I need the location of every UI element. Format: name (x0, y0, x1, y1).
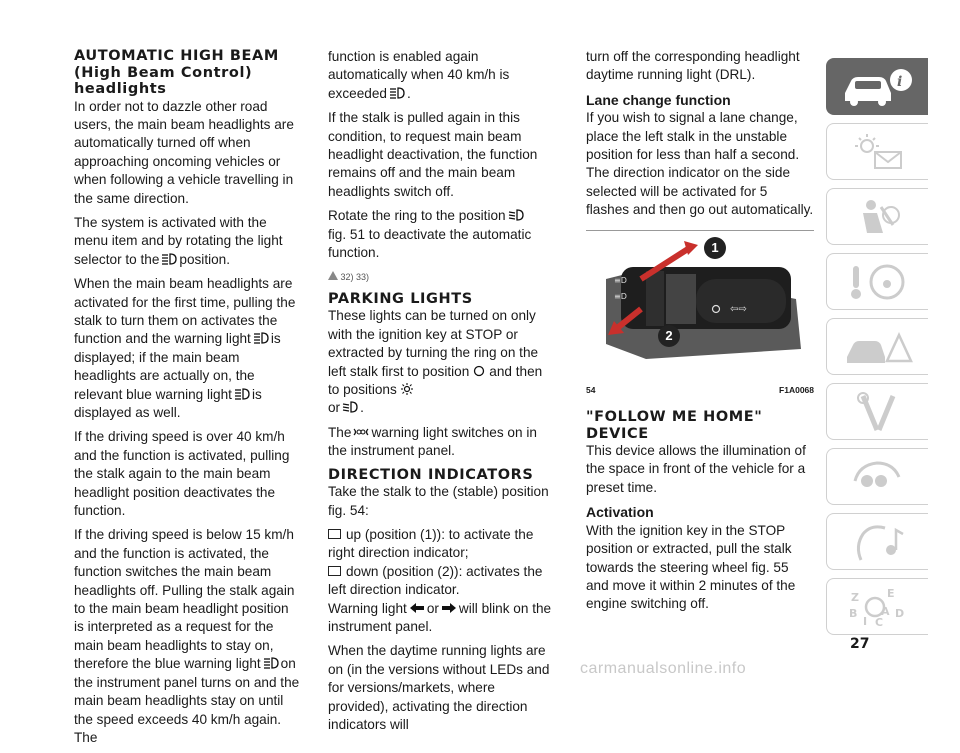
warning-note: 32) 33) (328, 268, 556, 286)
side-lights-warning-icon (353, 426, 369, 438)
paragraph: Warning light or will blink on the instrument panel. (328, 600, 552, 634)
column-3 (586, 48, 814, 620)
bullet-box-icon (328, 566, 341, 576)
technical-data-icon (841, 457, 915, 498)
paragraph: When the main beam headlights are activated for the first time, pulling the stalk to turn them on activates the function and the warning light is displayed; if the main beam headlights are actually on, the relevant blue warning light is displayed as well. (74, 276, 296, 420)
section-title-auto-high-beam: AUTOMATIC HIGH BEAM (High Beam Control) headlights (74, 48, 279, 97)
emergency-icon (841, 327, 915, 368)
subsection-title-lane-change: Lane change function (586, 91, 731, 108)
dipped-beam-icon (342, 401, 358, 413)
auto-lights-icon (508, 209, 524, 221)
svg-text:⇦⇨: ⇦⇨ (730, 303, 747, 315)
starting-driving-icon (841, 262, 915, 303)
auto-high-beam-icon (161, 253, 177, 265)
watermark: carmanualsonline.info (580, 660, 747, 677)
paragraph: When the daytime running lights are on (in the versions without LEDs and for versions/markets, where provided), activating the direction indicators will (328, 643, 550, 732)
safety-airbag-icon (841, 197, 915, 238)
svg-text:≡D: ≡D (614, 275, 627, 285)
off-position-icon (471, 365, 487, 377)
tab-warning-lights[interactable] (826, 123, 928, 180)
warning-lights-icon (841, 132, 915, 173)
svg-text:i: i (897, 74, 903, 90)
paragraph: turn off the corresponding headlight daytime running light (DRL). (586, 49, 800, 83)
paragraph: These lights can be turned on only with the ignition key at STOP or extracted by turning the ring on the left stalk first to position and then to positions or . (328, 308, 543, 416)
chapter-tabs (826, 58, 930, 643)
callout-2: 2 (658, 325, 680, 347)
tab-index[interactable] (826, 578, 928, 635)
parking-lights-icon (399, 383, 415, 395)
main-beam-icon (263, 657, 279, 669)
tab-starting-driving[interactable] (826, 253, 928, 310)
figure-caption (586, 381, 814, 399)
column-2 (328, 48, 556, 740)
stalk-illustration (586, 239, 814, 379)
svg-text:≡D: ≡D (614, 291, 627, 301)
auto-high-beam-icon (389, 87, 405, 99)
right-arrow-icon (441, 602, 457, 614)
tab-safety[interactable] (826, 188, 928, 245)
paragraph: With the ignition key in the STOP position or extracted, pull the stalk towards the steering wheel fig. 55 and move it within 2 minutes of the engine switching off. (586, 522, 796, 612)
paragraph: If the driving speed is below 15 km/h and the function is activated, the function switches the main beam headlights off. Pulling the stalk again to the main beam headlight position is interpreted as a request for the main beam headlights to stay on, therefore the blue warning light on the instrument panel turns on and the main beam headlights stay on until the speed exceeds 40 km/h again. The (74, 527, 300, 745)
paragraph: If the driving speed is over 40 km/h and the function is activated, pulling the stalk again to the main beam headlight position deactivates the function. (74, 429, 290, 519)
paragraph: Take the stalk to the (stable) position fig. 54: (328, 484, 549, 518)
tab-car-info[interactable] (826, 58, 928, 115)
page-number: 27 (850, 636, 870, 652)
subsection-title-activation: Activation (586, 504, 654, 521)
paragraph: If you wish to signal a lane change, place the left stalk in the unstable position for less than half a second. The direction indicator on the side selected will be activated for 5 flashes and then go out automatically. (586, 110, 814, 218)
multimedia-icon (841, 522, 915, 563)
list-item: up (position (1)): to activate the right direction indicator; (328, 526, 534, 561)
paragraph: Rotate the ring to the position fig. 51 to deactivate the automatic function. (328, 208, 532, 261)
svg-text:Z: Z (851, 591, 859, 604)
paragraph: function is enabled again automatically when 40 km/h is exceeded . (328, 49, 510, 101)
section-title-follow-me-home: "FOLLOW ME HOME" DEVICE (586, 409, 763, 442)
tab-multimedia[interactable] (826, 513, 928, 570)
paragraph: If the stalk is pulled again in this condition, to request main beam headlight deactivation, the function remains off and the main beam headlights switch off. (328, 110, 538, 199)
figure-54-stalk (586, 239, 814, 379)
tab-maintenance[interactable] (826, 383, 928, 440)
left-arrow-icon (409, 602, 425, 614)
section-title-parking-lights: PARKING LIGHTS (328, 290, 473, 307)
warning-triangle-icon (328, 268, 338, 277)
paragraph: This device allows the illumination of the space in front of the vehicle for a preset time. (586, 443, 806, 495)
car-info-icon (841, 67, 915, 108)
svg-text:A: A (881, 605, 890, 618)
paragraph: The system is activated with the menu item and by rotating the light selector to the position. (74, 214, 283, 267)
svg-text:B: B (849, 607, 858, 620)
figure-number: 54 (586, 384, 596, 395)
svg-text:D: D (895, 607, 905, 620)
svg-text:I: I (863, 615, 868, 628)
list-item: down (position (2)): activates the left direction indicator. (328, 563, 543, 598)
section-title-direction-indicators: DIRECTION INDICATORS (328, 466, 534, 483)
column-1 (74, 48, 302, 753)
paragraph: The warning light switches on in the instrument panel. (328, 424, 537, 459)
main-beam-icon (234, 388, 250, 400)
svg-text:E: E (887, 587, 895, 600)
callout-1: 1 (704, 237, 726, 259)
tab-emergency[interactable] (826, 318, 928, 375)
svg-text:C: C (875, 616, 884, 628)
figure-code: F1A0068 (779, 384, 814, 395)
tab-technical-data[interactable] (826, 448, 928, 505)
divider (586, 230, 814, 231)
auto-high-beam-icon (253, 332, 269, 344)
bullet-box-icon (328, 529, 341, 539)
index-icon (841, 587, 915, 628)
paragraph: In order not to dazzle other road users, the main beam headlights are automatically turned off when approaching oncoming vehicles or when following a vehicle travelling in the same direction. (74, 98, 294, 206)
maintenance-icon (841, 392, 915, 433)
